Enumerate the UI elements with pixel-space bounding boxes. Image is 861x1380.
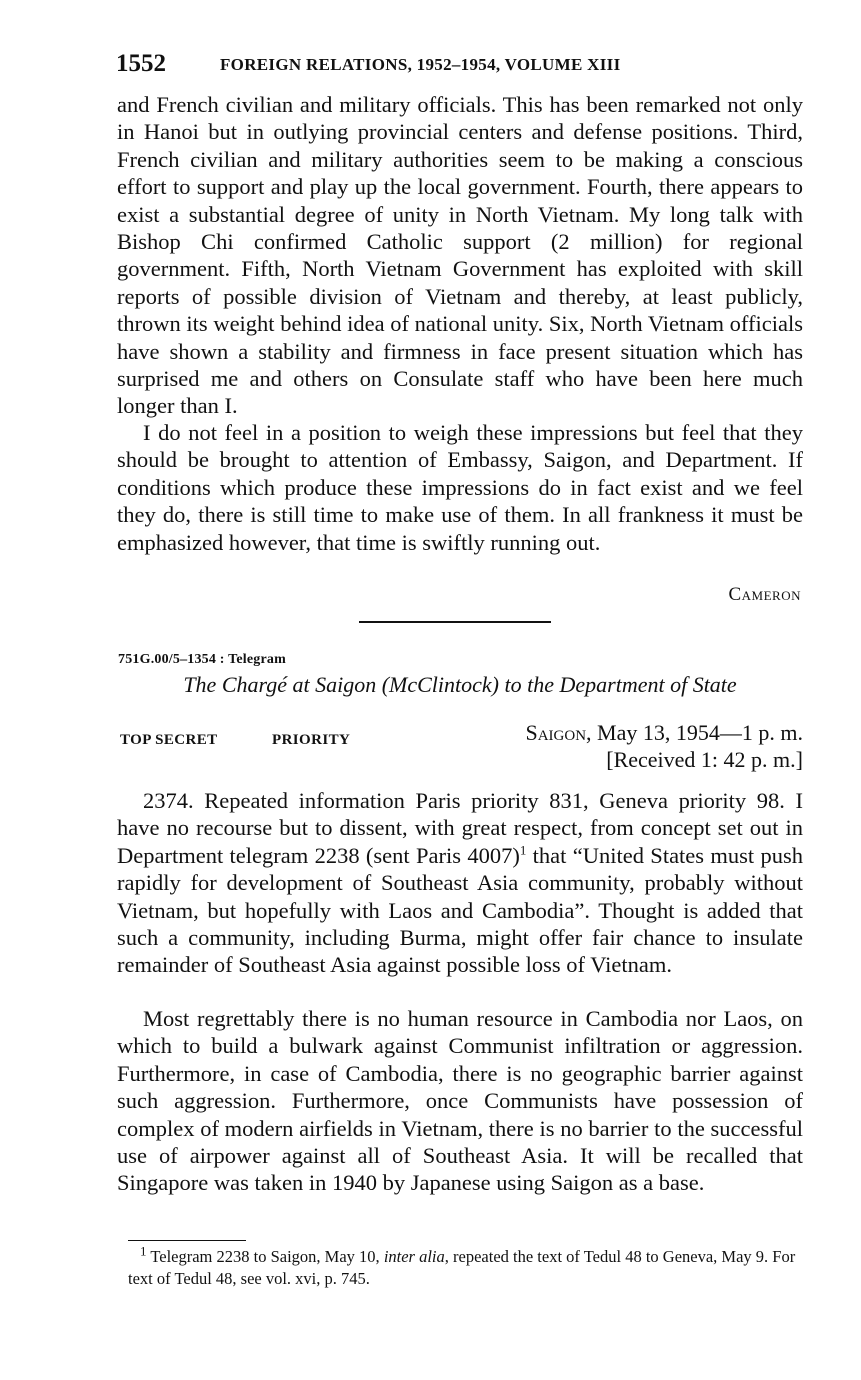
classification-label: TOP SECRET: [120, 732, 218, 748]
footnote-marker: 1: [140, 1243, 147, 1259]
continued-paragraph-1: and French civilian and military officials. This has been remarked not only in Hanoi but in outlying provincial centers and defense positions. Third, French civilian and military authorities seem to be making a conscious effort to support and play up the local government. Fourth, there appears to exist a substantial degree of unity in North Vietnam. My long talk with Bishop Chi confirmed Catholic support (2 million) for regional government. Fifth, North Vietnam Government has exploited with skill reports of possible division of Vietnam and thereby, at least publicly, thrown its weight behind idea of national unity. Six, North Vietnam officials have shown a stability and firmness in face present situation which has surprised me and others on Consulate staff who have been here much longer than I.: [117, 92, 803, 419]
dateline: [420, 720, 803, 746]
telegram-paragraph-1-end: that “United States must push rapidly for development of Southeast Asia community, probably without Vietnam, but hopefully with Laos and Cambodia”. Thought is added that such a community, including Burma, might offer fair chance to insulate remainder of Southeast Asia against possible loss of Vietnam.: [117, 842, 803, 978]
footnote-rule: [128, 1240, 246, 1241]
dateline-place: Saigon: [525, 720, 587, 745]
footnote-text-start: Telegram 2238 to Saigon, May 10,: [146, 1247, 384, 1266]
precedence-label: PRIORITY: [272, 732, 351, 748]
section-divider: [359, 621, 551, 623]
telegram-paragraph-1-start: 2374. Repeated information Paris priority 831, Geneva priority 98. I have no recourse but to dissent, with great respect, from concept set out in Department telegram 2238 (sent Paris 4007): [117, 788, 803, 868]
page-number: 1552: [116, 50, 166, 77]
footnote-reference[interactable]: 1: [519, 842, 527, 858]
footnote-text-end: , repeated the text of Tedul 48 to Geneva, May 9. For text of Tedul 48, see vol. xvi, p. 745.: [128, 1247, 796, 1288]
telegram-paragraph-1: [117, 787, 803, 979]
document-heading: The Chargé at Saigon (McClintock) to the Department of State: [183, 672, 737, 697]
continued-paragraph-2: I do not feel in a position to weigh these impressions but feel that they should be brought to attention of Embassy, Saigon, and Department. If conditions which produce these impressions do in fact exist and we feel they do, there is still time to make use of them. In all frankness it must be emphasized however, that time is swiftly running out.: [117, 420, 803, 555]
file-reference: 751G.00/5–1354 : Telegram: [118, 652, 286, 667]
received-time: [Received 1: 42 p. m.]: [606, 747, 803, 772]
footnote-italic-text: inter alia: [383, 1247, 445, 1266]
telegram-paragraph-2: Most regrettably there is no human resource in Cambodia nor Laos, on which to build a bulwark against Communist infiltration or aggression. Furthermore, in case of Cambodia, there is no geographic barrier against such aggression. Furthermore, once Communists have possession of complex of modern airfields in Vietnam, there is no barrier to the successful use of airpower against all of Southeast Asia. It will be recalled that Singapore was taken in 1940 by Japanese using Saigon as a base.: [117, 1006, 803, 1196]
signature: Cameron: [728, 584, 801, 605]
dateline-date: , May 13, 1954—1 p. m.: [586, 720, 803, 745]
footnote: [128, 1243, 806, 1290]
running-title: FOREIGN RELATIONS, 1952–1954, VOLUME XIII: [220, 55, 621, 74]
running-head: [116, 50, 806, 84]
